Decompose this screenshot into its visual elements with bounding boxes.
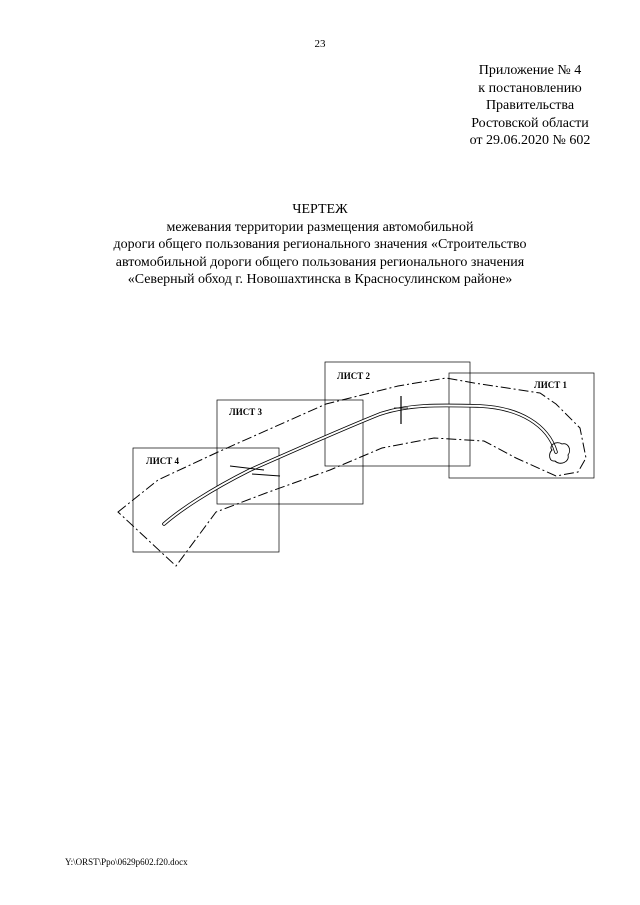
title-line: автомобильной дороги общего пользования регионального значения xyxy=(115,254,525,270)
title-line: «Северный обход г. Новошахтинска в Красносулинском районе» xyxy=(127,272,513,287)
sheet-label-3: ЛИСТ 3 xyxy=(229,407,262,417)
appendix-line: Правительства xyxy=(485,98,575,113)
document-title xyxy=(100,201,540,289)
road-terminal-loop xyxy=(550,443,570,464)
file-path-footer: Y:\ORST\Ppo\0629p602.f20.docx xyxy=(65,857,188,867)
title-line: межевания территории размещения автомобильной xyxy=(166,219,474,235)
appendix-line: Ростовской области xyxy=(471,115,589,131)
territory-boundary xyxy=(118,378,586,566)
appendix-line: Приложение № 4 xyxy=(478,63,582,78)
appendix-header xyxy=(440,62,620,150)
road-junction-3-branch xyxy=(252,474,280,476)
sheet-frame-3 xyxy=(217,400,363,504)
title-heading: ЧЕРТЕЖ xyxy=(292,202,348,217)
sheet-label-1: ЛИСТ 1 xyxy=(534,380,567,390)
sheet-label-4: ЛИСТ 4 xyxy=(146,456,179,466)
road-axis-inner xyxy=(164,405,556,524)
sheet-frame-4 xyxy=(133,448,279,552)
sheet-label-2: ЛИСТ 2 xyxy=(337,371,370,381)
appendix-line: к постановлению xyxy=(478,80,582,96)
sheet-frame-1 xyxy=(449,373,594,478)
title-line: дороги общего пользования регионального значения «Строительство xyxy=(113,237,527,252)
appendix-line: от 29.06.2020 № 602 xyxy=(469,133,591,148)
road-junction-3 xyxy=(230,466,264,470)
road-axis xyxy=(164,405,556,524)
page-number: 23 xyxy=(314,38,326,50)
sheet-frame-2 xyxy=(325,362,470,466)
